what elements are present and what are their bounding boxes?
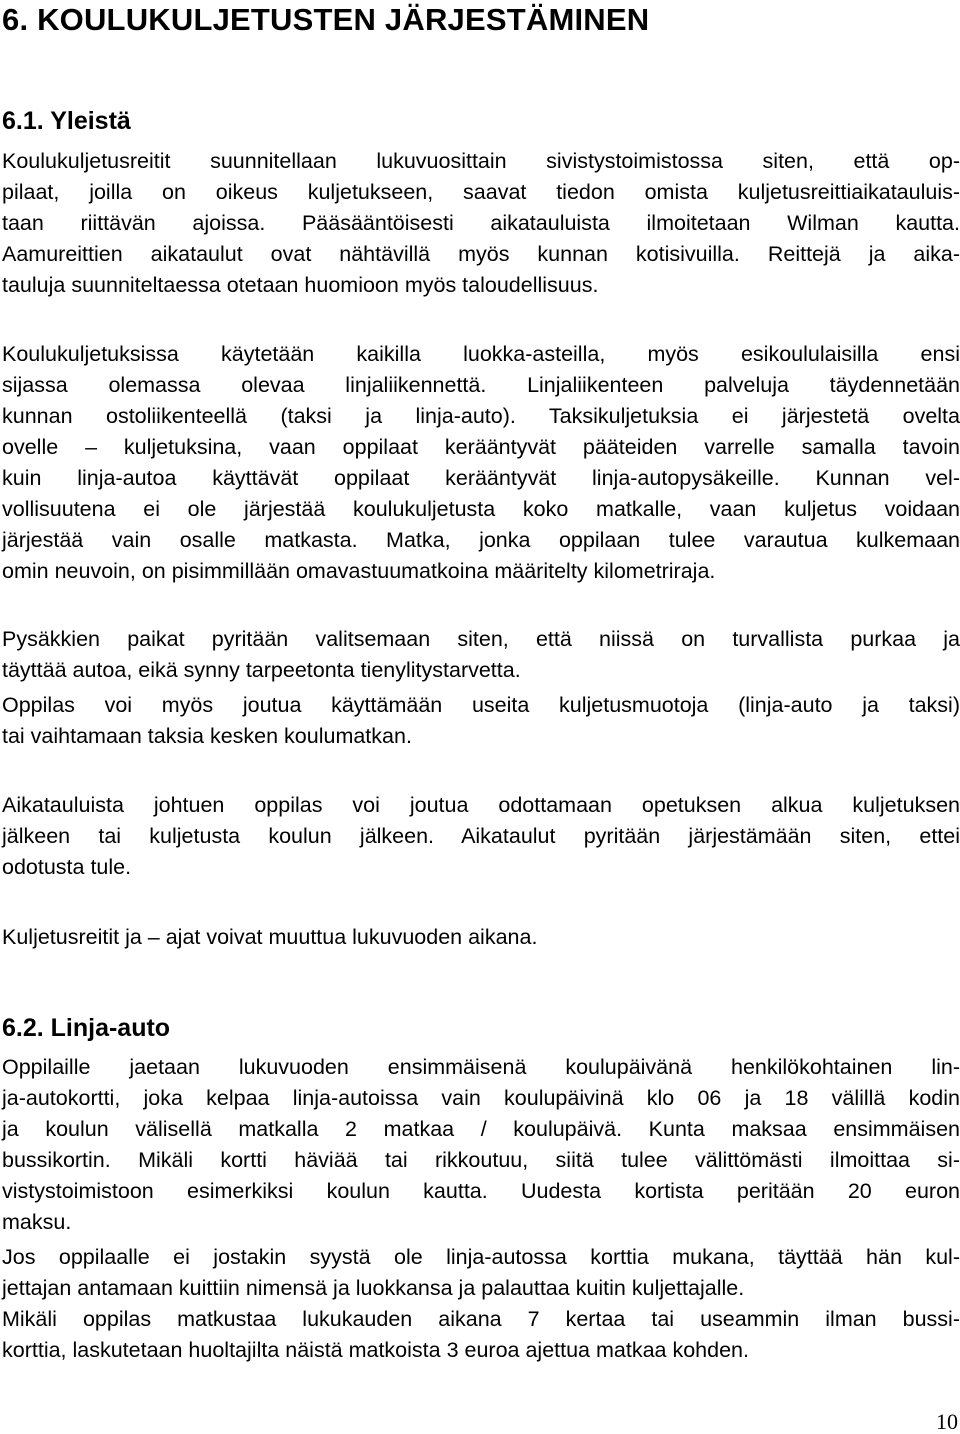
text-line: korttia, laskutetaan huoltajilta näistä matkoista 3 euroa ajettua matkaa kohden. — [2, 1338, 749, 1362]
paragraph-1-6 — [2, 922, 960, 953]
text-line: ja koulun välisellä matkalla 2 matkaa / koulupäivä. Kunta maksaa ensimmäisen — [2, 1117, 960, 1141]
text-line: vistystoimistoon esimerkiksi koulun kautta. Uudesta kortista peritään 20 euron — [2, 1179, 960, 1203]
text-line: Kuljetusreitit ja – ajat voivat muuttua lukuvuoden aikana. — [2, 925, 538, 949]
chapter-heading: 6. KOULUKULJETUSTEN JÄRJESTÄMINEN — [2, 2, 650, 37]
text-line: Jos oppilaalle ei jostakin syystä ole linja-autossa korttia mukana, täyttää hän kul- — [2, 1245, 960, 1269]
text-line: maksu. — [2, 1210, 72, 1234]
text-line: kunnan ostoliikenteellä (taksi ja linja-auto). Taksikuljetuksia ei järjestetä ovelta — [2, 404, 960, 428]
paragraph-1-4 — [2, 690, 960, 752]
paragraph-2-2 — [2, 1242, 960, 1304]
text-line: Pysäkkien paikat pyritään valitsemaan siten, että niissä on turvallista purkaa ja — [2, 627, 960, 651]
text-line: bussikortin. Mikäli kortti häviää tai rikkoutuu, siitä tulee välittömästi ilmoittaa si- — [2, 1148, 960, 1172]
text-line: kuin linja-autoa käyttävät oppilaat kerääntyvät linja-autopysäkeille. Kunnan vel- — [2, 466, 960, 490]
text-line: Koulukuljetuksissa käytetään kaikilla luokka-asteilla, myös esikoululaisilla ensi — [2, 342, 960, 366]
text-line: jettajan antamaan kuittiin nimensä ja luokkansa ja palauttaa kuitin kuljettajalle. — [2, 1276, 745, 1300]
text-line: Mikäli oppilas matkustaa lukukauden aikana 7 kertaa tai useammin ilman bussi- — [2, 1307, 960, 1331]
paragraph-2-3 — [2, 1304, 960, 1366]
text-line: järjestää vain osalle matkasta. Matka, jonka oppilaan tulee varautua kulkemaan — [2, 528, 960, 552]
text-line: täyttää autoa, eikä synny tarpeetonta tienylitystarvetta. — [2, 658, 521, 682]
paragraph-1-5 — [2, 790, 960, 883]
text-line: ovelle – kuljetuksina, vaan oppilaat kerääntyvät pääteiden varrelle samalla tavoin — [2, 435, 960, 459]
paragraph-1-3 — [2, 624, 960, 686]
text-line: odotusta tule. — [2, 855, 132, 879]
text-line: sijassa olemassa olevaa linjaliikennettä. Linjaliikenteen palveluja täydennetään — [2, 373, 960, 397]
text-line: taan riittävän ajoissa. Pääsääntöisesti aikatauluista ilmoitetaan Wilman kautta. — [2, 211, 960, 235]
text-line: tai vaihtamaan taksia kesken koulumatkan. — [2, 724, 412, 748]
text-line: Aikatauluista johtuen oppilas voi joutua odottamaan opetuksen alkua kuljetuksen — [2, 793, 960, 817]
text-line: vollisuutena ei ole järjestää koulukuljetusta koko matkalle, vaan kuljetus voidaan — [2, 497, 960, 521]
paragraph-1-1 — [2, 146, 960, 301]
text-line: Koulukuljetusreitit suunnitellaan lukuvuosittain sivistystoimistossa siten, että op- — [2, 149, 960, 173]
text-line: ja-autokortti, joka kelpaa linja-autoissa vain koulupäivinä klo 06 ja 18 välillä kodin — [2, 1086, 960, 1110]
page-number: 10 — [936, 1409, 958, 1434]
text-line: Aamureittien aikataulut ovat nähtävillä myös kunnan kotisivuilla. Reittejä ja aika- — [2, 242, 960, 266]
text-line: tauluja suunniteltaessa otetaan huomioon myös taloudellisuus. — [2, 273, 599, 297]
text-line: jälkeen tai kuljetusta koulun jälkeen. Aikataulut pyritään järjestämään siten, ettei — [2, 824, 960, 848]
text-line: Oppilas voi myös joutua käyttämään useita kuljetusmuotoja (linja-auto ja taksi) — [2, 693, 960, 717]
paragraph-2-1 — [2, 1052, 960, 1238]
section-6-1-title: 6.1. Yleistä — [2, 107, 131, 135]
text-line: Oppilaille jaetaan lukuvuoden ensimmäisenä koulupäivänä henkilökohtainen lin- — [2, 1055, 960, 1079]
section-6-2-title: 6.2. Linja-auto — [2, 1014, 171, 1042]
text-line: pilaat, joilla on oikeus kuljetukseen, saavat tiedon omista kuljetusreittiaikatauluis- — [2, 180, 960, 204]
text-line: omin neuvoin, on pisimmillään omavastuumatkoina määritelty kilometriraja. — [2, 559, 716, 583]
paragraph-1-2 — [2, 339, 960, 587]
